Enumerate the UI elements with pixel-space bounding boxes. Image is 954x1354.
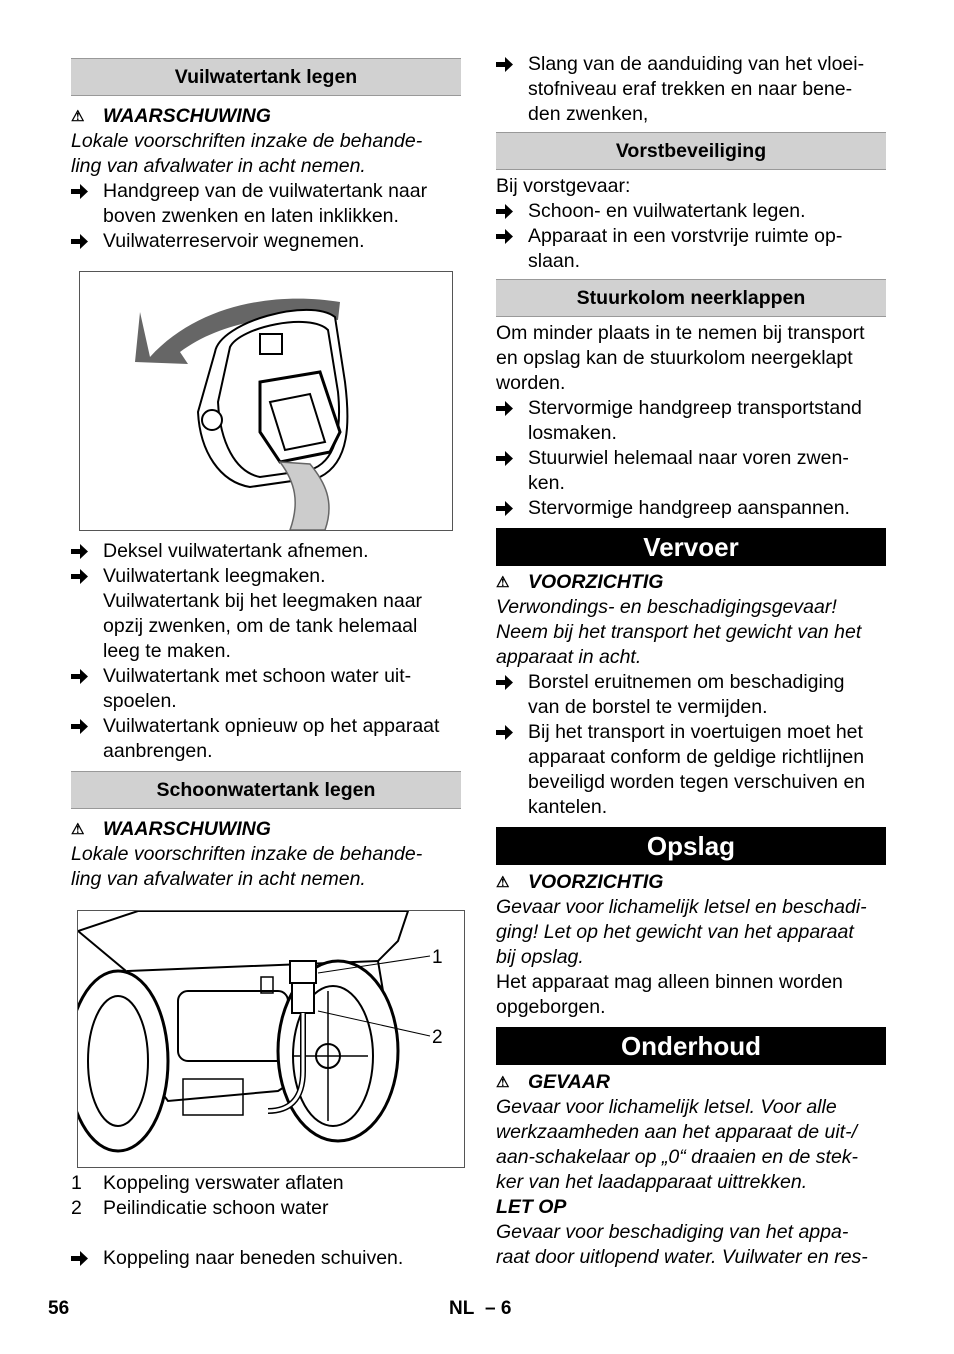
callout-1: 1 [432,947,443,968]
step-item [496,224,886,274]
step-list [496,396,886,521]
arrow-right-icon [71,179,103,229]
body-text: Het apparaat mag alleen binnen worden opgeborgen. [496,971,843,1018]
page-number: 56 [48,1298,70,1319]
arrow-right-icon [71,714,103,764]
section-heading-vuilwatertank: Vuilwatertank legen [71,58,461,96]
step-text: Handgreep van de vuilwatertank naar boven zwenken en laten inklikken. [103,180,428,227]
step-item [496,199,886,224]
note-text: Gevaar voor beschadiging van het appa- raat door uitlopend water. Vuilwater en res- [496,1221,868,1268]
arrow-right-icon [71,664,103,714]
step-text: Vuilwatertank met schoon water uit- spoelen. [103,665,412,712]
tank-illustration [80,272,452,530]
arrow-right-icon [496,446,528,496]
step-text: Bij het transport in voertuigen moet het apparaat conform de geldige richtlijnen beveiligd worden tegen verschuiven en kantelen. [528,721,866,818]
figure-dirty-water-tank [79,271,453,531]
step-item [71,564,461,664]
step-text: Borstel eruitnemen om beschadiging van de borstel te vermijden. [528,671,845,718]
note-label: LET OP [496,1196,567,1218]
warning-triangle-icon: ⚠ [496,1074,510,1091]
step-text: Schoon- en vuilwatertank legen. [528,200,806,222]
step-text: Stuurwiel helemaal naar voren zwen- ken. [528,447,849,494]
danger-text: Gevaar voor lichamelijk letsel. Voor alle werkzaamheden aan het apparaat de uit-/ aan-schakelaar op „0“ draaien en de stek- ker van het laadapparaat uittrekken. [496,1096,859,1193]
section-heading-schoonwatertank: Schoonwatertank legen [71,771,461,809]
right-column [496,52,886,1270]
chapter-heading-vervoer: Vervoer [496,528,886,566]
footer-language: NL [449,1298,475,1319]
step-text: Slang van de aanduiding van het vloei- stofniveau eraf trekken en naar bene- den zwenken, [528,53,865,125]
caution-label: ⚠ VOORZICHTIG [496,871,664,893]
arrow-right-icon [496,224,528,274]
warning-label: ⚠ WAARSCHUWING [71,105,271,127]
step-item [496,670,886,720]
step-text: Koppeling naar beneden schuiven. [103,1247,404,1269]
warning-triangle-icon: ⚠ [496,874,510,891]
arrow-right-icon [71,229,103,254]
arrow-right-icon [71,1246,103,1271]
step-list [71,539,461,764]
step-text: Stervormige handgreep aanspannen. [528,497,850,519]
caution-text: Verwondings- en beschadigingsgevaar! Neem bij het transport het gewicht van het apparaat in acht. [496,596,862,668]
chapter-heading-onderhoud: Onderhoud [496,1027,886,1065]
warning-triangle-icon: ⚠ [71,108,85,125]
step-text: Vuilwatertank opnieuw op het apparaat aanbrengen. [103,715,440,762]
caution-label: ⚠ VOORZICHTIG [496,571,664,593]
warning-label: ⚠ WAARSCHUWING [71,818,271,840]
step-list [496,670,886,820]
step-list [496,52,886,127]
warning-triangle-icon: ⚠ [71,821,85,838]
step-text: Vuilwatertank leegmaken. Vuilwatertank bij het leegmaken naar opzij zwenken, om de tank helemaal leeg te maken. [103,565,423,662]
step-item [496,496,886,521]
step-item [71,539,461,564]
step-text: Vuilwaterreservoir wegnemen. [103,230,365,252]
step-text: Stervormige handgreep transportstand losmaken. [528,397,862,444]
left-column [71,58,461,1271]
step-item [71,229,461,254]
danger-label: ⚠ GEVAAR [496,1071,610,1093]
step-list [496,199,886,274]
step-item [71,1246,461,1271]
step-item [496,52,886,127]
coupling-illustration [78,911,464,1167]
caution-text: Gevaar voor lichamelijk letsel en beschadi- ging! Let op het gewicht van het apparaat bij opslag. [496,896,867,968]
warning-text: Lokale voorschriften inzake de behande- ling van afvalwater in acht nemen. [71,130,423,177]
section-heading-stuurkolom: Stuurkolom neerklappen [496,279,886,317]
step-item [496,396,886,446]
step-item [71,664,461,714]
arrow-right-icon [496,199,528,224]
step-item [71,179,461,229]
arrow-right-icon [496,496,528,521]
step-item [71,714,461,764]
step-text: Apparaat in een vorstvrije ruimte op- slaan. [528,225,843,272]
legend-item: 1 Koppeling verswater aflaten [71,1172,344,1194]
arrow-right-icon [496,670,528,720]
warning-text: Lokale voorschriften inzake de behande- ling van afvalwater in acht nemen. [71,843,423,890]
intro-text: Om minder plaats in te nemen bij transport en opslag kan de stuurkolom neergeklapt worden. [496,322,865,394]
legend-item: 2 Peilindicatie schoon water [71,1197,329,1219]
step-item [496,446,886,496]
figure-clean-water-coupling [77,910,465,1168]
arrow-right-icon [496,720,528,820]
arrow-right-icon [496,52,528,127]
step-list [71,1246,461,1271]
warning-triangle-icon: ⚠ [496,574,510,591]
arrow-right-icon [71,564,103,664]
step-text: Deksel vuilwatertank afnemen. [103,540,369,562]
step-list [71,179,461,254]
intro-text: Bij vorstgevaar: [496,175,631,197]
chapter-heading-opslag: Opslag [496,827,886,865]
arrow-right-icon [496,396,528,446]
callout-2: 2 [432,1027,443,1048]
section-heading-vorstbeveiliging: Vorstbeveiliging [496,132,886,170]
step-item [496,720,886,820]
footer-section-page: – 6 [485,1298,512,1319]
arrow-right-icon [71,539,103,564]
